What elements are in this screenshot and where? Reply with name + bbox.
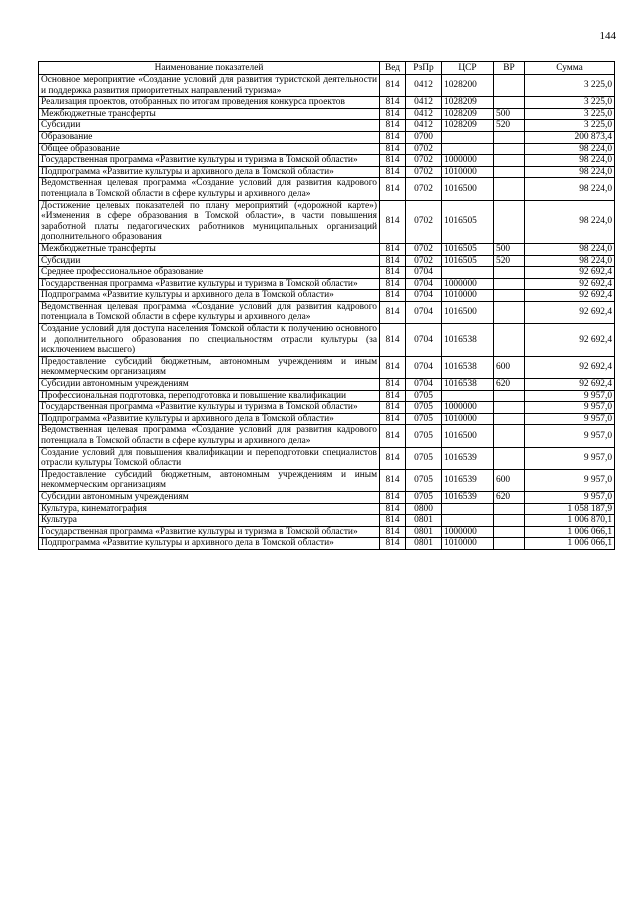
cell-sum: 3 225,0: [525, 108, 615, 120]
cell-rzpr: 0705: [406, 413, 442, 425]
cell-sum: 98 224,0: [525, 200, 615, 243]
cell-rzpr: 0702: [406, 143, 442, 155]
header-csr: ЦСР: [442, 62, 494, 75]
table-row: [39, 178, 615, 200]
cell-csr: 1000000: [442, 402, 494, 414]
cell-rzpr: 0705: [406, 491, 442, 503]
cell-sum: 9 957,0: [525, 491, 615, 503]
cell-rzpr: 0801: [406, 538, 442, 550]
cell-sum: 1 058 187,9: [525, 503, 615, 515]
cell-rzpr: 0705: [406, 390, 442, 402]
cell-ved: 814: [380, 413, 406, 425]
cell-csr: 1016500: [442, 178, 494, 200]
table-row: [39, 120, 615, 132]
table-row: [39, 278, 615, 290]
table-row: [39, 503, 615, 515]
cell-sum: 92 692,4: [525, 290, 615, 302]
cell-rzpr: 0705: [406, 425, 442, 447]
cell-csr: [442, 390, 494, 402]
cell-rzpr: 0801: [406, 526, 442, 538]
cell-sum: 98 224,0: [525, 143, 615, 155]
cell-vr: [494, 75, 525, 97]
cell-csr: 1016500: [442, 425, 494, 447]
cell-name: Общее образование: [39, 143, 380, 155]
cell-sum: 98 224,0: [525, 178, 615, 200]
cell-vr: 620: [494, 379, 525, 391]
cell-name: Субсидии автономным учреждениям: [39, 379, 380, 391]
table-row: [39, 402, 615, 414]
cell-rzpr: 0705: [406, 447, 442, 469]
cell-csr: 1016539: [442, 491, 494, 503]
cell-sum: 9 957,0: [525, 402, 615, 414]
table-row: [39, 526, 615, 538]
cell-csr: [442, 267, 494, 279]
cell-rzpr: 0702: [406, 166, 442, 178]
cell-rzpr: 0702: [406, 200, 442, 243]
table-row: [39, 538, 615, 550]
cell-sum: 1 006 066,1: [525, 538, 615, 550]
table-row: [39, 301, 615, 323]
cell-vr: [494, 447, 525, 469]
cell-rzpr: 0704: [406, 290, 442, 302]
cell-csr: 1016505: [442, 243, 494, 255]
cell-name: Субсидии: [39, 120, 380, 132]
cell-vr: [494, 526, 525, 538]
cell-sum: 98 224,0: [525, 166, 615, 178]
page-number: 144: [599, 30, 616, 42]
cell-vr: [494, 413, 525, 425]
cell-sum: 92 692,4: [525, 301, 615, 323]
cell-csr: [442, 503, 494, 515]
header-name: Наименование показателей: [39, 62, 380, 75]
cell-csr: 1016538: [442, 356, 494, 378]
cell-name: Предоставление субсидий бюджетным, автономным учреждениям и иным некоммерческим организациям: [39, 469, 380, 491]
cell-sum: 1 006 066,1: [525, 526, 615, 538]
cell-sum: 9 957,0: [525, 390, 615, 402]
table-row: [39, 425, 615, 447]
cell-csr: [442, 143, 494, 155]
cell-rzpr: 0704: [406, 267, 442, 279]
cell-ved: 814: [380, 379, 406, 391]
cell-vr: [494, 425, 525, 447]
budget-table: [38, 61, 615, 550]
cell-rzpr: 0412: [406, 120, 442, 132]
cell-sum: 3 225,0: [525, 97, 615, 109]
table-row: [39, 97, 615, 109]
cell-sum: 9 957,0: [525, 425, 615, 447]
cell-name: Среднее профессиональное образование: [39, 267, 380, 279]
cell-vr: [494, 155, 525, 167]
table-row: [39, 108, 615, 120]
cell-csr: 1028209: [442, 120, 494, 132]
cell-vr: [494, 143, 525, 155]
cell-csr: [442, 131, 494, 143]
cell-name: Профессиональная подготовка, переподготовка и повышение квалификации: [39, 390, 380, 402]
cell-vr: [494, 166, 525, 178]
cell-csr: 1000000: [442, 278, 494, 290]
cell-name: Подпрограмма «Развитие культуры и архивного дела в Томской области»: [39, 290, 380, 302]
table-row: [39, 166, 615, 178]
table-row: [39, 131, 615, 143]
cell-sum: 98 224,0: [525, 255, 615, 267]
cell-rzpr: 0702: [406, 243, 442, 255]
cell-name: Реализация проектов, отобранных по итогам проведения конкурса проектов: [39, 97, 380, 109]
cell-vr: 600: [494, 356, 525, 378]
cell-csr: 1028209: [442, 108, 494, 120]
table-body: [39, 75, 615, 550]
cell-rzpr: 0700: [406, 131, 442, 143]
cell-name: Достижение целевых показателей по плану мероприятий («дорожной карте») «Изменения в сфере образования в Томской области», в части повышения заработной платы педагогических работников муниципальных организаций дополнительного образования: [39, 200, 380, 243]
cell-ved: 814: [380, 402, 406, 414]
cell-name: Межбюджетные трансферты: [39, 243, 380, 255]
cell-vr: [494, 402, 525, 414]
cell-vr: [494, 290, 525, 302]
cell-name: Культура, кинематография: [39, 503, 380, 515]
cell-csr: 1000000: [442, 526, 494, 538]
cell-csr: 1016538: [442, 324, 494, 357]
cell-vr: [494, 200, 525, 243]
table-row: [39, 515, 615, 527]
cell-sum: 3 225,0: [525, 75, 615, 97]
table-row: [39, 75, 615, 97]
table-row: [39, 324, 615, 357]
cell-name: Подпрограмма «Развитие культуры и архивного дела в Томской области»: [39, 413, 380, 425]
cell-name: Государственная программа «Развитие культуры и туризма в Томской области»: [39, 155, 380, 167]
cell-ved: 814: [380, 538, 406, 550]
table-row: [39, 267, 615, 279]
table-row: [39, 413, 615, 425]
cell-vr: 500: [494, 108, 525, 120]
header-row: [39, 62, 615, 75]
cell-name: Основное мероприятие «Создание условий для развития туристской деятельности и поддержка развития приоритетных направлений туризма»: [39, 75, 380, 97]
cell-name: Подпрограмма «Развитие культуры и архивного дела в Томской области»: [39, 166, 380, 178]
cell-vr: [494, 178, 525, 200]
cell-csr: 1016500: [442, 301, 494, 323]
cell-vr: [494, 324, 525, 357]
cell-csr: 1016539: [442, 469, 494, 491]
cell-sum: 9 957,0: [525, 447, 615, 469]
header-ved: Вед: [380, 62, 406, 75]
cell-name: Государственная программа «Развитие культуры и туризма в Томской области»: [39, 402, 380, 414]
cell-name: Образование: [39, 131, 380, 143]
cell-csr: 1016539: [442, 447, 494, 469]
cell-rzpr: 0704: [406, 379, 442, 391]
cell-rzpr: 0704: [406, 301, 442, 323]
cell-vr: 520: [494, 120, 525, 132]
cell-vr: [494, 390, 525, 402]
cell-ved: 814: [380, 243, 406, 255]
cell-rzpr: 0412: [406, 97, 442, 109]
cell-csr: 1028209: [442, 97, 494, 109]
cell-name: Создание условий для повышения квалификации и переподготовки специалистов отрасли культуры Томской области: [39, 447, 380, 469]
table-row: [39, 491, 615, 503]
cell-rzpr: 0702: [406, 155, 442, 167]
header-sum: Сумма: [525, 62, 615, 75]
cell-name: Субсидии: [39, 255, 380, 267]
cell-vr: [494, 278, 525, 290]
cell-sum: 9 957,0: [525, 469, 615, 491]
cell-name: Субсидии автономным учреждениям: [39, 491, 380, 503]
cell-rzpr: 0704: [406, 278, 442, 290]
cell-csr: 1010000: [442, 413, 494, 425]
cell-vr: [494, 97, 525, 109]
cell-sum: 9 957,0: [525, 413, 615, 425]
cell-sum: 92 692,4: [525, 324, 615, 357]
cell-sum: 92 692,4: [525, 267, 615, 279]
cell-ved: 814: [380, 503, 406, 515]
cell-vr: [494, 538, 525, 550]
cell-ved: 814: [380, 324, 406, 357]
table-header: [39, 62, 615, 75]
cell-vr: 500: [494, 243, 525, 255]
cell-vr: [494, 503, 525, 515]
cell-vr: [494, 301, 525, 323]
cell-ved: 814: [380, 178, 406, 200]
cell-rzpr: 0702: [406, 255, 442, 267]
cell-name: Ведомственная целевая программа «Создание условий для развития кадрового потенциала в Томской области в сфере культуры и архивного дела»: [39, 425, 380, 447]
cell-name: Межбюджетные трансферты: [39, 108, 380, 120]
cell-rzpr: 0705: [406, 469, 442, 491]
cell-ved: 814: [380, 166, 406, 178]
cell-rzpr: 0801: [406, 515, 442, 527]
table-row: [39, 356, 615, 378]
table-row: [39, 447, 615, 469]
cell-ved: 814: [380, 120, 406, 132]
table-row: [39, 255, 615, 267]
cell-rzpr: 0704: [406, 356, 442, 378]
cell-csr: 1010000: [442, 166, 494, 178]
cell-name: Культура: [39, 515, 380, 527]
table-row: [39, 390, 615, 402]
cell-ved: 814: [380, 75, 406, 97]
cell-sum: 98 224,0: [525, 243, 615, 255]
cell-ved: 814: [380, 267, 406, 279]
cell-csr: [442, 515, 494, 527]
cell-ved: 814: [380, 447, 406, 469]
header-vr: ВР: [494, 62, 525, 75]
cell-vr: [494, 131, 525, 143]
cell-csr: 1016505: [442, 255, 494, 267]
table-row: [39, 155, 615, 167]
cell-csr: 1016505: [442, 200, 494, 243]
cell-ved: 814: [380, 356, 406, 378]
cell-vr: [494, 515, 525, 527]
cell-ved: 814: [380, 155, 406, 167]
cell-name: Ведомственная целевая программа «Создание условий для развития кадрового потенциала в Томской области в сфере культуры и архивного дела»: [39, 178, 380, 200]
cell-rzpr: 0705: [406, 402, 442, 414]
cell-rzpr: 0704: [406, 324, 442, 357]
cell-ved: 814: [380, 143, 406, 155]
cell-ved: 814: [380, 97, 406, 109]
cell-name: Государственная программа «Развитие культуры и туризма в Томской области»: [39, 526, 380, 538]
cell-ved: 814: [380, 255, 406, 267]
cell-name: Подпрограмма «Развитие культуры и архивного дела в Томской области»: [39, 538, 380, 550]
table-row: [39, 469, 615, 491]
cell-name: Государственная программа «Развитие культуры и туризма в Томской области»: [39, 278, 380, 290]
cell-ved: 814: [380, 290, 406, 302]
cell-ved: 814: [380, 278, 406, 290]
cell-name: Предоставление субсидий бюджетным, автономным учреждениям и иным некоммерческим организациям: [39, 356, 380, 378]
table-row: [39, 200, 615, 243]
cell-sum: 92 692,4: [525, 356, 615, 378]
cell-name: Создание условий для доступа населения Томской области к получению основного и дополнительного образования по специальностям отрасли культуры (за исключением высшего): [39, 324, 380, 357]
cell-sum: 3 225,0: [525, 120, 615, 132]
cell-csr: 1010000: [442, 290, 494, 302]
cell-vr: 600: [494, 469, 525, 491]
cell-ved: 814: [380, 425, 406, 447]
table-row: [39, 243, 615, 255]
cell-rzpr: 0412: [406, 75, 442, 97]
table-row: [39, 379, 615, 391]
cell-ved: 814: [380, 108, 406, 120]
cell-ved: 814: [380, 491, 406, 503]
cell-csr: 1016538: [442, 379, 494, 391]
cell-name: Ведомственная целевая программа «Создание условий для развития кадрового потенциала в Томской области в сфере культуры и архивного дела»: [39, 301, 380, 323]
cell-csr: 1010000: [442, 538, 494, 550]
header-rzpr: РзПр: [406, 62, 442, 75]
cell-sum: 98 224,0: [525, 155, 615, 167]
table-row: [39, 143, 615, 155]
cell-ved: 814: [380, 301, 406, 323]
cell-ved: 814: [380, 131, 406, 143]
cell-csr: 1000000: [442, 155, 494, 167]
cell-ved: 814: [380, 515, 406, 527]
cell-ved: 814: [380, 200, 406, 243]
cell-ved: 814: [380, 526, 406, 538]
table-row: [39, 290, 615, 302]
cell-sum: 92 692,4: [525, 278, 615, 290]
cell-ved: 814: [380, 390, 406, 402]
cell-ved: 814: [380, 469, 406, 491]
cell-csr: 1028200: [442, 75, 494, 97]
cell-sum: 200 873,4: [525, 131, 615, 143]
cell-sum: 92 692,4: [525, 379, 615, 391]
cell-sum: 1 006 870,1: [525, 515, 615, 527]
cell-rzpr: 0702: [406, 178, 442, 200]
cell-vr: 520: [494, 255, 525, 267]
cell-rzpr: 0800: [406, 503, 442, 515]
cell-vr: 620: [494, 491, 525, 503]
cell-vr: [494, 267, 525, 279]
cell-rzpr: 0412: [406, 108, 442, 120]
